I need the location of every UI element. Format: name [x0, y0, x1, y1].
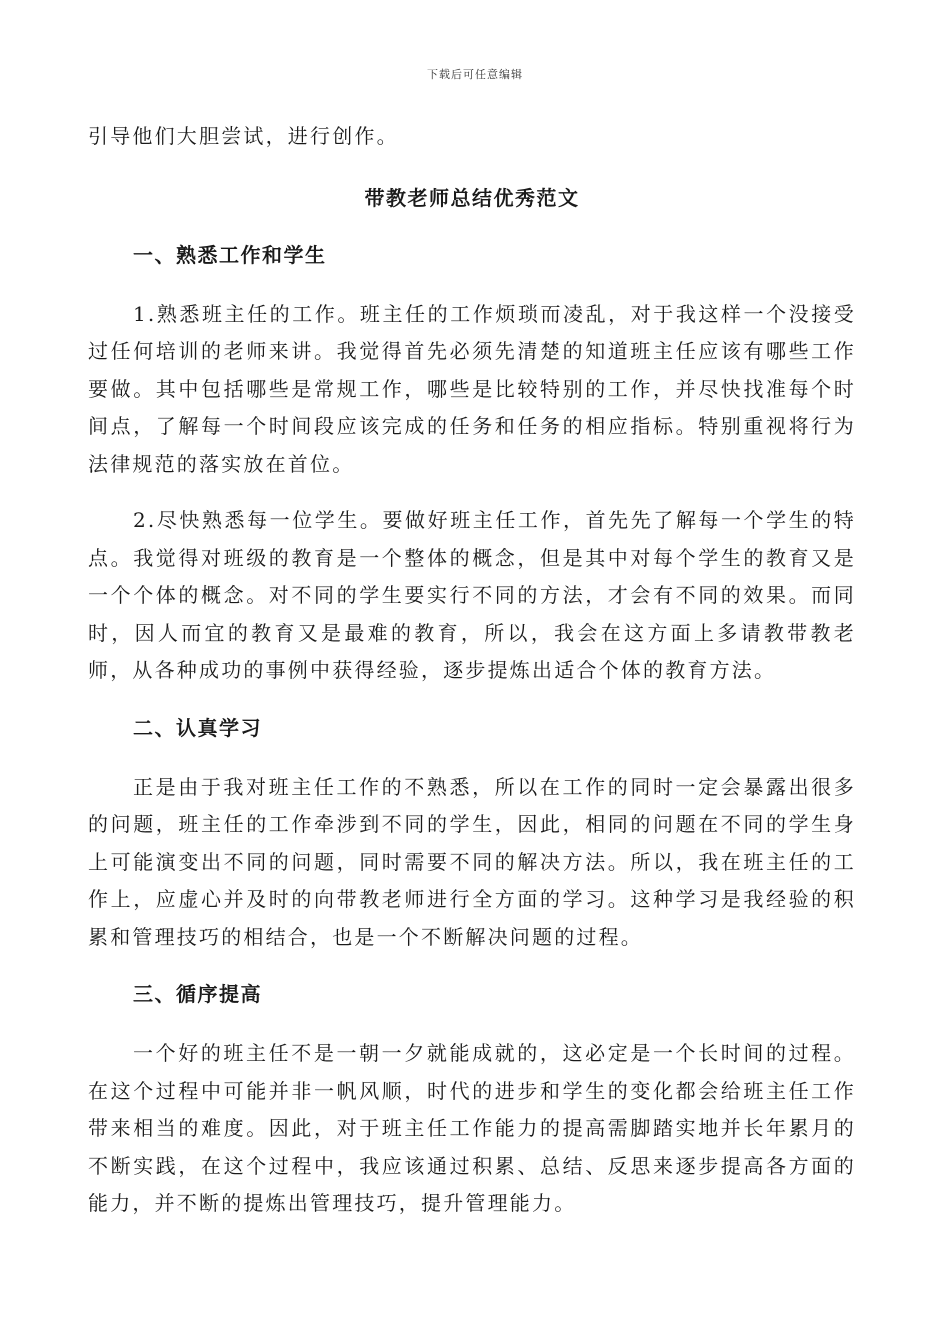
document-title: 带教老师总结优秀范文: [364, 185, 580, 210]
section-3-paragraph-1: 一个好的班主任不是一朝一夕就能成就的，这必定是一个长时间的过程。在这个过程中可能并非一帆风顺，时代的进步和学生的变化都会给班主任工作带来相当的难度。因此，对于班主任工作能力的提高需脚踏实地并长年累月的不断实践，在这个过程中，我应该通过积累、总结、反思来逐步提高各方面的能力，并不断的提炼出管理技巧，提升管理能力。: [88, 1041, 856, 1215]
section-heading-1: 一、熟悉工作和学生: [133, 242, 327, 267]
page-header-note: 下载后可任意编辑: [427, 68, 523, 81]
section-heading-2: 二、认真学习: [133, 715, 262, 740]
section-1-paragraph-1: 1.熟悉班主任的工作。班主任的工作烦琐而凌乱，对于我这样一个没接受过任何培训的老师来讲。我觉得首先必须先清楚的知道班主任应该有哪些工作要做。其中包括哪些是常规工作，哪些是比较特别的工作，并尽快找准每个时间点，了解每一个时间段应该完成的任务和任务的相应指标。特别重视将行为法律规范的落实放在首位。: [88, 301, 856, 476]
section-1-paragraph-2: 2.尽快熟悉每一位学生。要做好班主任工作，首先先了解每一个学生的特点。我觉得对班级的教育是一个整体的概念，但是其中对每个学生的教育又是一个个体的概念。对不同的学生要实行不同的方法，才会有不同的效果。而同时，因人而宜的教育又是最难的教育，所以，我会在这方面上多请教带教老师，从各种成功的事例中获得经验，逐步提炼出适合个体的教育方法。: [88, 508, 856, 682]
section-2-paragraph-1: 正是由于我对班主任工作的不熟悉，所以在工作的同时一定会暴露出很多的问题，班主任的工作牵涉到不同的学生，因此，相同的问题在不同的学生身上可能演变出不同的问题，同时需要不同的解决方法。所以，我在班主任的工作上，应虚心并及时的向带教老师进行全方面的学习。这种学习是我经验的积累和管理技巧的相结合，也是一个不断解决问题的过程。: [88, 774, 856, 949]
lead-line: 引导他们大胆尝试，进行创作。: [88, 124, 399, 148]
section-heading-3: 三、循序提高: [133, 982, 262, 1006]
document-body: [88, 118, 856, 1223]
